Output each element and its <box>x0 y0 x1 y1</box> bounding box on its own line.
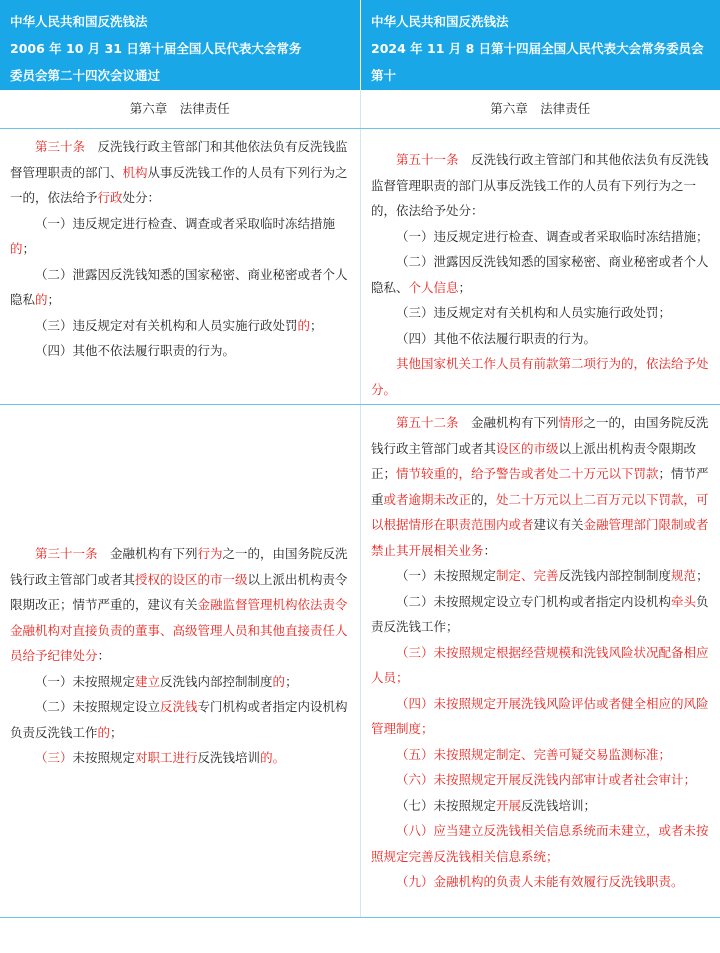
article-number: 第三十一条 <box>35 546 98 562</box>
article-item: （一）违反规定进行检查、调查或者采取临时冻结措施的； <box>10 215 336 256</box>
article-number: 第五十二条 <box>396 415 459 430</box>
new-article-51 <box>360 129 720 404</box>
chapter-row <box>0 90 720 129</box>
article-item: （一）未按照规定制定、完善反洗钱内部控制制度规范； <box>396 568 709 583</box>
old-law-date-line1: 2006 年 10 月 31 日第十届全国人民代表大会常务 <box>10 41 302 56</box>
old-law-title: 中华人民共和国反洗钱法 <box>10 14 148 29</box>
article-item: （一）未按照规定建立反洗钱内部控制制度的； <box>35 673 298 689</box>
article-item: （四）其他不依法履行职责的行为。 <box>35 343 236 358</box>
table-row <box>0 405 720 918</box>
new-law-title: 中华人民共和国反洗钱法 <box>371 14 509 29</box>
article-item: （三）未按照规定对职工进行反洗钱培训的。 <box>35 750 286 766</box>
article-paragraph: 第三十一条 金融机构有下列行为之一的，由国务院反洗钱行政主管部门或者其授权的设区的市一级以上派出机构责令限期改正；情节严重的，建议有关金融监督管理机构依法责令金融机构对直接负责的董事、高级管理人员和其他直接责任人员给予纪律处分： <box>10 546 348 664</box>
new-law-date-line2: 二次会议修订 <box>371 95 447 110</box>
article-paragraph: 第五十二条 金融机构有下列情形之一的，由国务院反洗钱行政主管部门或者其设区的市级以上派出机构责令限期改正；情节较重的，给予警告或者处二十万元以下罚款；情节严重或者逾期未改正的，处二十万元以上二百万元以下罚款，可以根据情形在职责范围内或者建议有关金融管理部门限制或者禁止其开展相关业务： <box>371 415 709 558</box>
article-item: （四）其他不依法履行职责的行为。 <box>396 330 597 346</box>
article-body <box>10 541 350 771</box>
old-article-31 <box>0 405 360 917</box>
chapter-title-old: 第六章 法律责任 <box>129 101 230 116</box>
article-item: （二）未按照规定设立反洗钱专门机构或者指定内设机构负责反洗钱工作的； <box>10 699 348 740</box>
article-item: （一）违反规定进行检查、调查或者采取临时冻结措施； <box>396 228 709 244</box>
chapter-title-new: 第六章 法律责任 <box>360 90 720 128</box>
article-item: （二）泄露因反洗钱知悉的国家秘密、商业秘密或者个人隐私、个人信息； <box>371 254 709 295</box>
article-item: （七）未按照规定开展反洗钱培训； <box>396 797 597 813</box>
article-item: （三）未按照规定根据经营规模和洗钱风险状况配备相应人员； <box>371 644 709 685</box>
header-old-law <box>0 0 360 90</box>
article-item: （三）违反规定对有关机构和人员实施行政处罚； <box>396 305 672 320</box>
article-item: （九）金融机构的负责人未能有效履行反洗钱职责。 <box>396 874 684 889</box>
old-article-30 <box>0 129 360 404</box>
article-number: 第五十一条 <box>396 152 459 167</box>
new-article-52 <box>360 405 720 917</box>
new-law-date-line1: 2024 年 11 月 8 日第十四届全国人民代表大会常务委员会第十 <box>371 41 704 83</box>
article-item: （四）未按照规定开展洗钱风险评估或者健全相应的风险管理制度； <box>371 695 709 736</box>
article-number: 第三十条 <box>35 139 86 154</box>
article-item: （五）未按照规定制定、完善可疑交易监测标准； <box>396 746 672 762</box>
article-item: （八）应当建立反洗钱相关信息系统而未建立，或者未按照规定完善反洗钱相关信息系统； <box>371 823 709 864</box>
article-item: （二）未按照规定设立专门机构或者指定内设机构牵头负责反洗钱工作； <box>371 593 709 634</box>
article-item: （三）违反规定对有关机构和人员实施行政处罚的； <box>35 317 323 333</box>
table-row <box>0 129 720 405</box>
article-paragraph: 其他国家机关工作人员有前款第二项行为的，依法给予处分。 <box>371 356 709 397</box>
article-paragraph: 第三十条 反洗钱行政主管部门和其他依法负有反洗钱监督管理职责的部门、机构从事反洗钱工作的人员有下列行为之一的，依法给予行政处分： <box>10 139 348 205</box>
article-paragraph: 第五十一条 反洗钱行政主管部门和其他依法负有反洗钱监督管理职责的部门从事反洗钱工作的人员有下列行为之一的，依法给予处分： <box>371 152 709 218</box>
article-item: （六）未按照规定开展反洗钱内部审计或者社会审计； <box>396 772 697 787</box>
article-item: （二）泄露因反洗钱知悉的国家秘密、商业秘密或者个人隐私的； <box>10 266 348 307</box>
old-law-date-line2: 委员会第二十四次会议通过 <box>10 68 161 83</box>
